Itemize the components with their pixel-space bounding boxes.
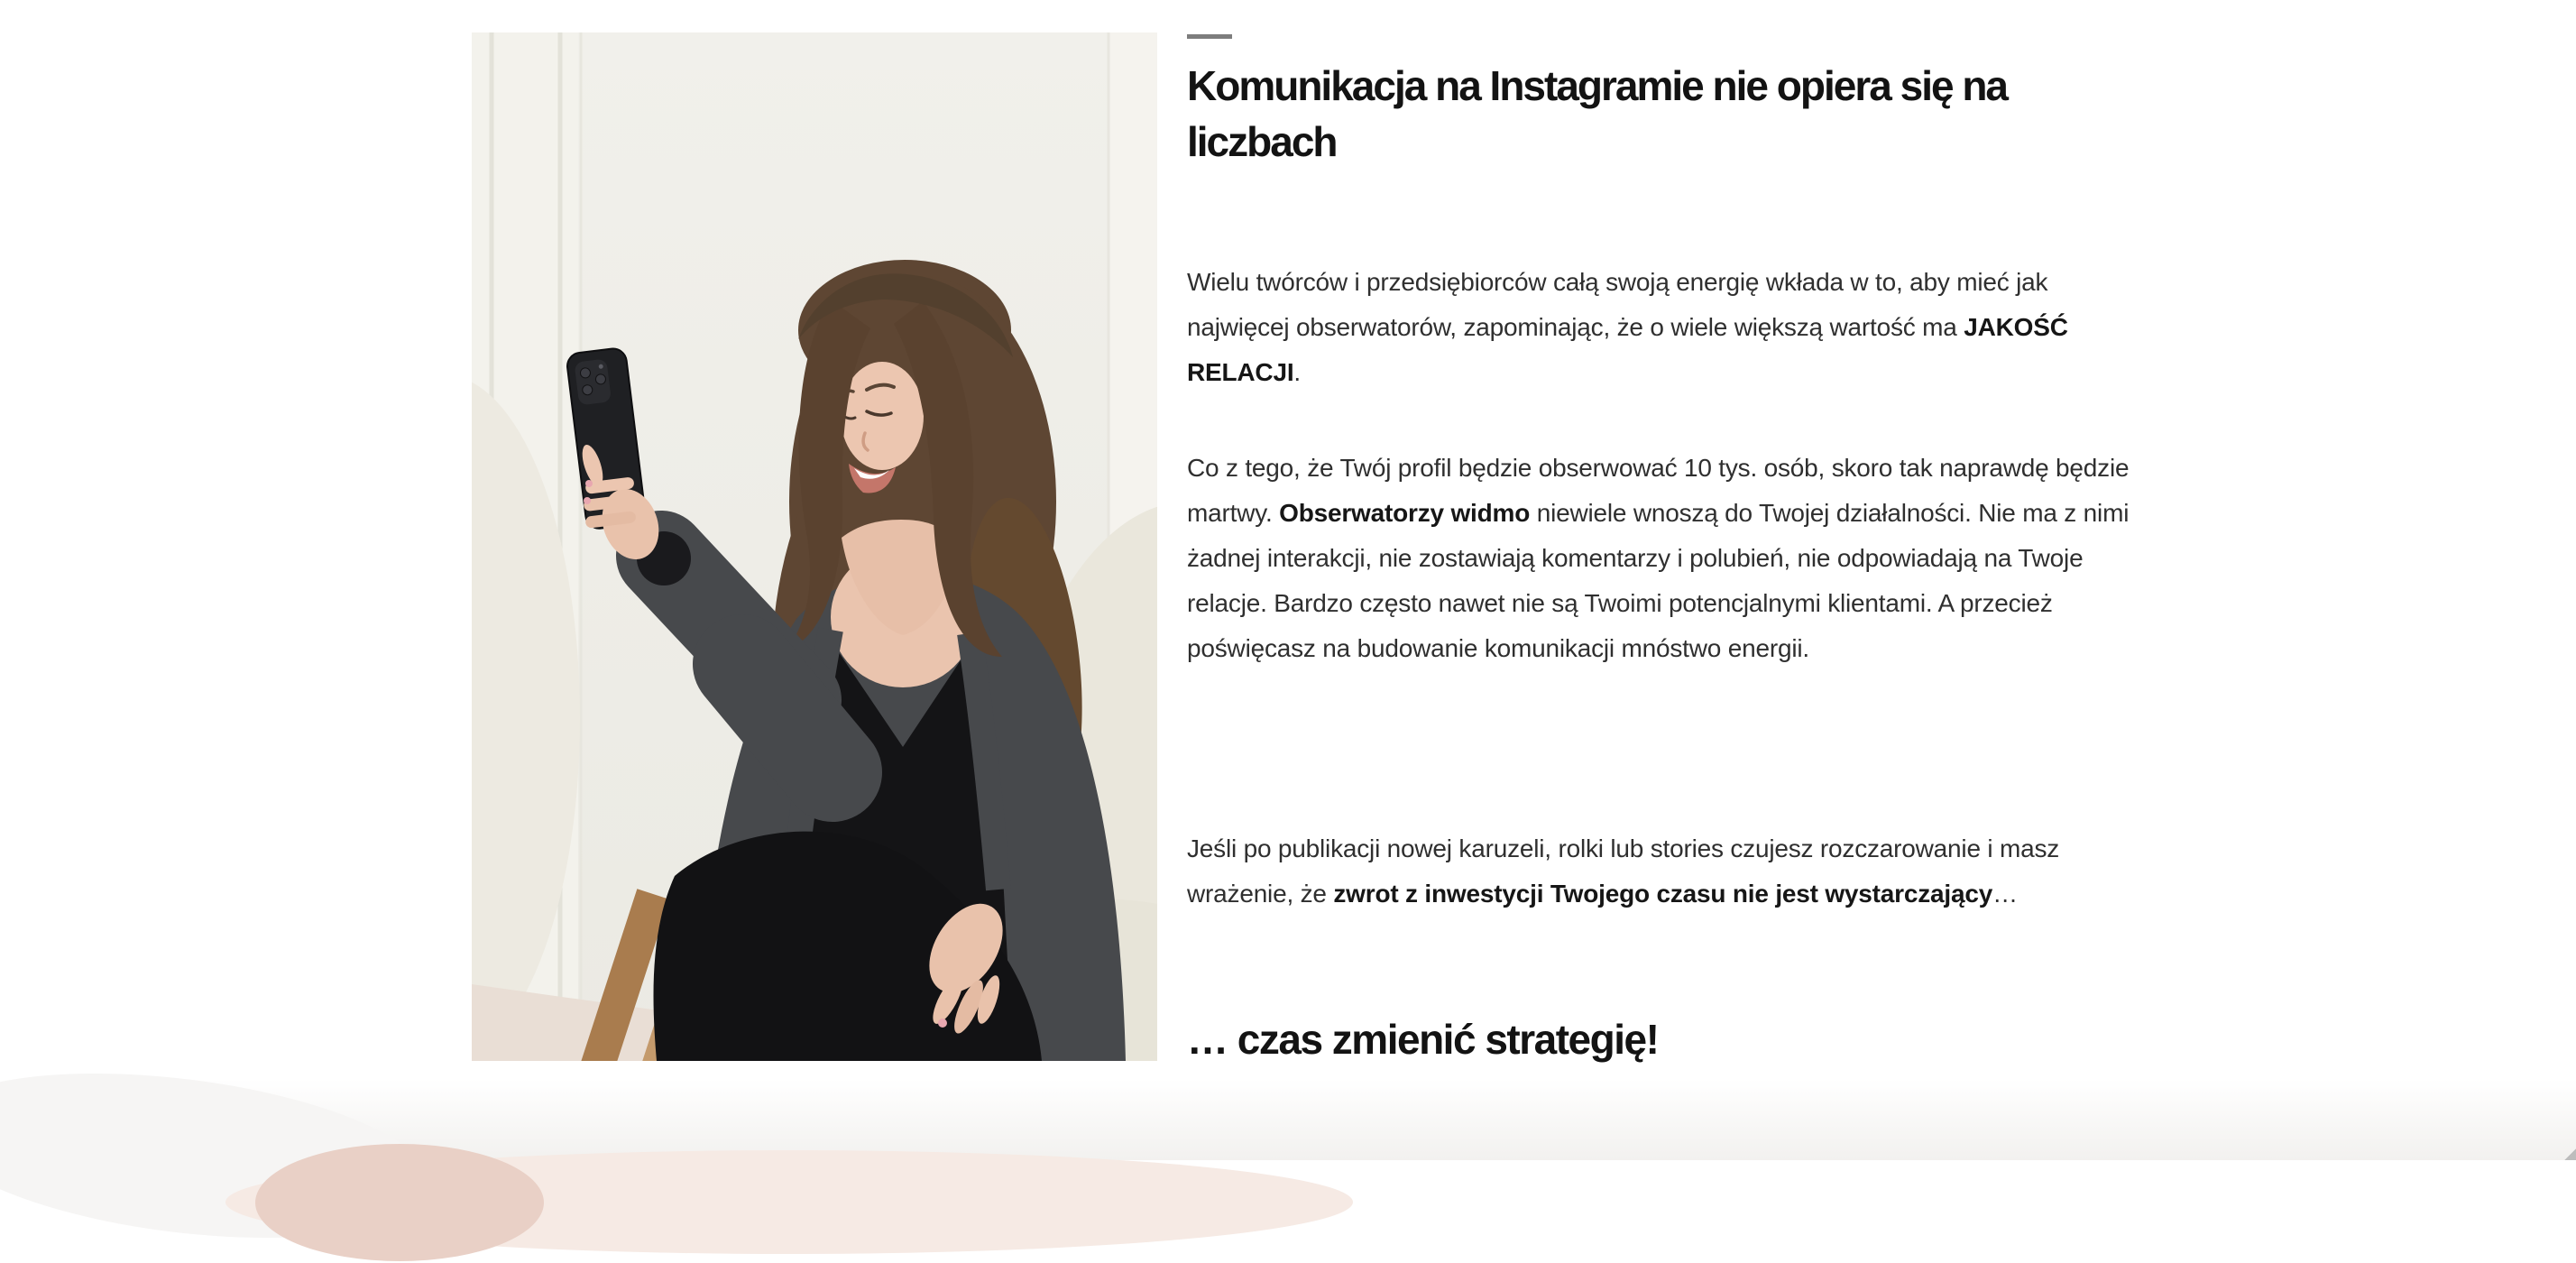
- accent-dash: [1187, 34, 1232, 39]
- body-paragraph-1: Wielu twórców i przedsiębiorców całą swoją energię wkłada w to, aby mieć jak najwięcej obserwatorów, zapominając, że o wiele większą wartość ma JAKOŚĆ RELACJI.: [1187, 268, 2068, 386]
- woman-selfie-illustration: [472, 32, 1157, 1061]
- body-paragraph-2: Co z tego, że Twój profil będzie obserwować 10 tys. osób, skoro tak naprawdę będzie martwy. Obserwatorzy widmo niewiele wnoszą do Twojej działalności. Nie ma z nimi żadnej interakcji, nie zostawiają komentarzy i polubień, nie odpowiadają na Twoje relacje. Bardzo często nawet nie są Twoimi potencjalnymi klientami. A przecież poświęcasz na budowanie komunikacji mnóstwo energii.: [1187, 454, 2130, 662]
- section-heading: Komunikacja na Instagramie nie opiera się na liczbach: [1187, 62, 2008, 165]
- bottom-corner-mark: [2563, 1148, 2576, 1160]
- closing-heading: … czas zmienić strategię!: [1187, 1016, 1659, 1063]
- bottom-pink-arc: [255, 1144, 544, 1261]
- woman-selfie-photo: [472, 32, 1157, 1061]
- body-paragraph-3: Jeśli po publikacji nowej karuzeli, rolki lub stories czujesz rozczarowanie i masz wrażenie, że zwrot z inwestycji Twojego czasu nie jest wystarczający…: [1187, 834, 2060, 908]
